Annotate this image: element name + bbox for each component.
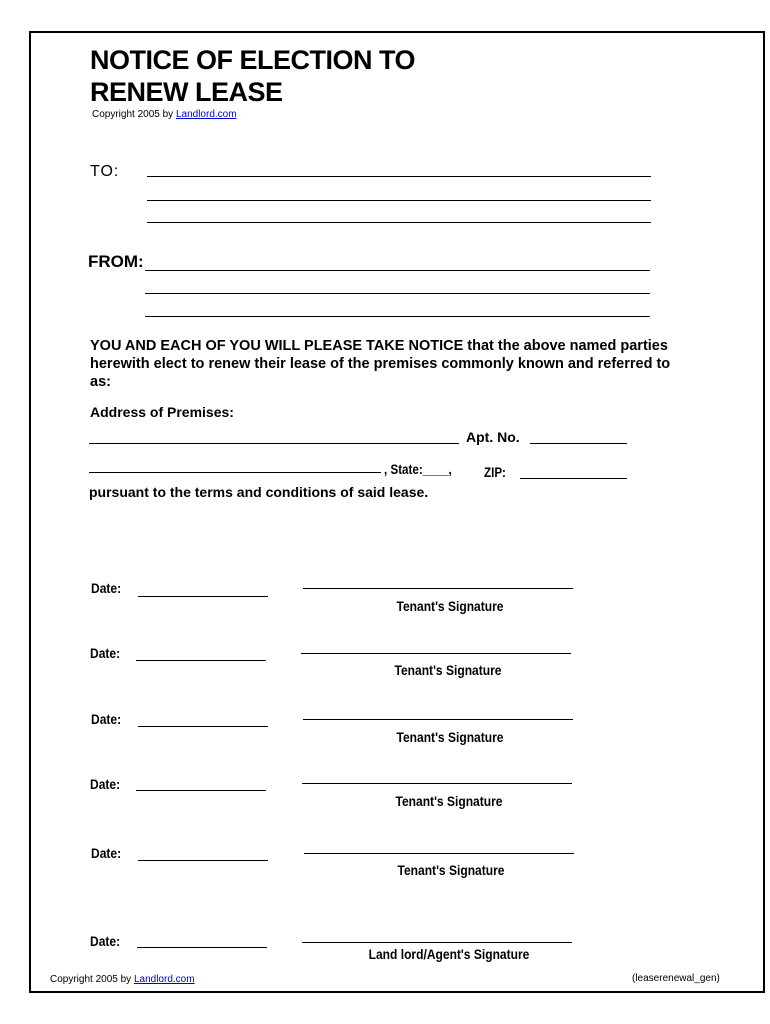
title-line-1: NOTICE OF ELECTION TO bbox=[90, 45, 416, 75]
title-line-2: RENEW LEASE bbox=[90, 77, 283, 107]
from-line-1[interactable] bbox=[145, 270, 650, 271]
apt-line[interactable] bbox=[530, 443, 627, 444]
footer-copyright-link[interactable]: Landlord.com bbox=[133, 974, 195, 985]
signature-caption: Tenant's Signature bbox=[396, 598, 504, 614]
signature-line[interactable] bbox=[302, 942, 572, 943]
to-label: TO: bbox=[90, 163, 120, 180]
signature-line[interactable] bbox=[302, 783, 572, 784]
zip-label: ZIP: bbox=[484, 465, 506, 480]
address-line-2[interactable] bbox=[89, 472, 381, 473]
to-line-1[interactable] bbox=[147, 176, 651, 177]
signature-caption: Tenant's Signature bbox=[396, 729, 504, 745]
pursuant-text: pursuant to the terms and conditions of said lease. bbox=[89, 484, 429, 500]
date-label: Date: bbox=[91, 580, 122, 596]
signature-line[interactable] bbox=[303, 719, 573, 720]
date-line[interactable] bbox=[137, 947, 267, 948]
to-line-3[interactable] bbox=[147, 222, 651, 223]
date-label: Date: bbox=[90, 776, 121, 792]
footer-copyright bbox=[50, 974, 195, 985]
from-label: FROM: bbox=[88, 252, 144, 271]
date-label: Date: bbox=[91, 711, 122, 727]
date-line[interactable] bbox=[138, 726, 268, 727]
footer-copyright-text: Copyright 2005 by bbox=[50, 974, 134, 985]
apt-label: Apt. No. bbox=[466, 429, 520, 445]
signature-caption: Land lord/Agent's Signature bbox=[368, 946, 530, 962]
to-line-2[interactable] bbox=[147, 200, 651, 201]
from-line-2[interactable] bbox=[145, 293, 650, 294]
header-copyright-text: Copyright 2005 by bbox=[92, 109, 176, 120]
footer-form-id: (leaserenewal_gen) bbox=[632, 973, 720, 984]
signature-caption: Tenant's Signature bbox=[397, 862, 505, 878]
address-line-1[interactable] bbox=[89, 443, 459, 444]
zip-line[interactable] bbox=[520, 478, 627, 479]
signature-line[interactable] bbox=[303, 588, 573, 589]
state-label: , State:____, bbox=[384, 462, 452, 477]
header-copyright-link[interactable]: Landlord.com bbox=[175, 109, 237, 120]
date-line[interactable] bbox=[138, 596, 268, 597]
header-copyright bbox=[92, 109, 237, 120]
from-line-3[interactable] bbox=[145, 316, 650, 317]
notice-paragraph: YOU AND EACH OF YOU WILL PLEASE TAKE NOTICE that the above named parties herewith elect to renew their lease of the premises commonly known and referred to as: bbox=[90, 338, 671, 390]
date-label: Date: bbox=[90, 933, 121, 949]
signature-line[interactable] bbox=[301, 653, 571, 654]
address-label: Address of Premises: bbox=[90, 404, 234, 420]
signature-caption: Tenant's Signature bbox=[395, 793, 503, 809]
date-label: Date: bbox=[90, 645, 121, 661]
date-line[interactable] bbox=[136, 790, 266, 791]
signature-line[interactable] bbox=[304, 853, 574, 854]
signature-caption: Tenant's Signature bbox=[394, 662, 502, 678]
date-line[interactable] bbox=[138, 860, 268, 861]
date-label: Date: bbox=[91, 845, 122, 861]
date-line[interactable] bbox=[136, 660, 266, 661]
